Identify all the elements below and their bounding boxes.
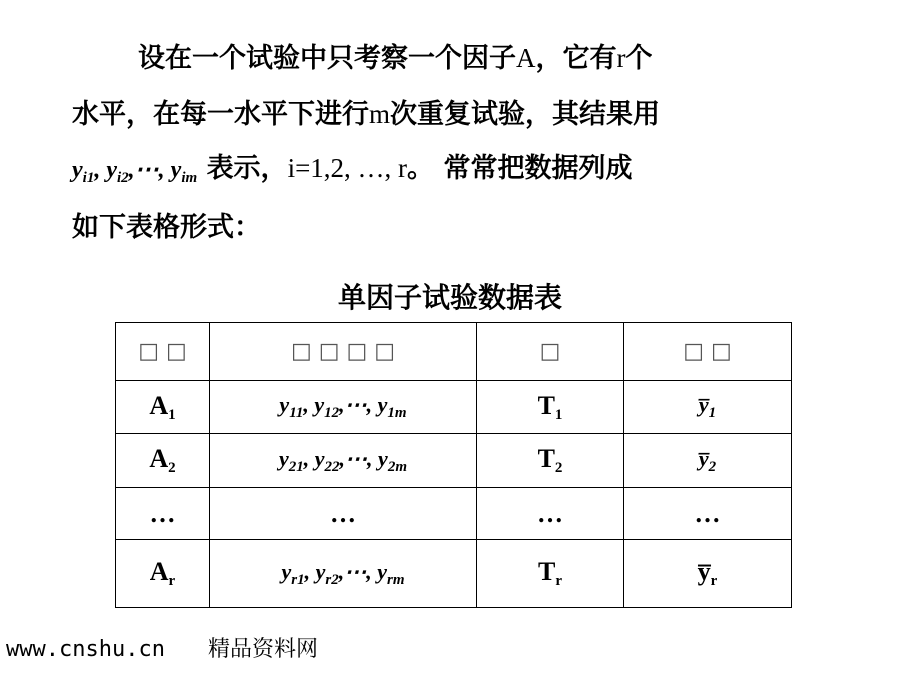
table-row — [116, 434, 792, 488]
line3-text-2: 。 常常把数据列成 — [407, 153, 633, 184]
level-cell: $A_1$ — [116, 381, 210, 434]
table-row — [116, 381, 792, 434]
level-cell: $A_r$ — [116, 540, 210, 608]
paragraph-line-1 — [138, 38, 653, 79]
observation-sequence: $y_{i1}$, $y_{i2},\cdots$, $y_{im}$ — [72, 157, 198, 186]
line1-text-3: 个 — [625, 43, 653, 74]
data-cell: … — [210, 488, 477, 540]
data-table — [115, 322, 792, 608]
line1-text-1: 设在一个试验中只考察一个因子 — [138, 43, 516, 74]
mean-cell: $y̅_2$ — [624, 434, 792, 488]
line2-text-1: 水平，在每一水平下进行 — [72, 99, 369, 130]
line2-text-2: 次重复试验，其结果用 — [390, 99, 661, 130]
data-cell: $y_{21}$, $y_{22},\cdots$, $y_{2m}$ — [210, 434, 477, 488]
factor-name: A — [516, 43, 536, 73]
data-cell: $y_{11}$, $y_{12},\cdots$, $y_{1m}$ — [210, 381, 477, 434]
sum-cell: $T_1$ — [477, 381, 624, 434]
header-cell-sum: □ — [477, 323, 624, 381]
sum-cell: $T_2$ — [477, 434, 624, 488]
mean-cell: $y̅_r$ — [624, 540, 792, 608]
line3-text-1: 表示， — [206, 153, 288, 184]
mean-cell: $y̅_1$ — [624, 381, 792, 434]
header-cell-data: □ □ □ □ — [210, 323, 477, 381]
footer — [6, 632, 318, 663]
level-cell: … — [116, 488, 210, 540]
sum-cell: $T_r$ — [477, 540, 624, 608]
table-title: 单因子试验数据表 — [337, 281, 562, 314]
mean-cell: … — [624, 488, 792, 540]
repeat-count: m — [369, 99, 391, 129]
line1-text-2: ，它有 — [535, 43, 617, 74]
index-range: i=1,2, …, r — [287, 153, 408, 183]
level-cell: $A_2$ — [116, 434, 210, 488]
table-header-row — [116, 323, 792, 381]
level-count: r — [616, 43, 626, 73]
data-cell: $y_{r1}$, $y_{r2},\cdots$, $y_{rm}$ — [210, 540, 477, 608]
header-cell-level: □ □ — [116, 323, 210, 381]
header-cell-mean: □ □ — [624, 323, 792, 381]
sum-cell: … — [477, 488, 624, 540]
table-row — [116, 540, 792, 608]
footer-url[interactable]: www.cnshu.cn — [6, 637, 165, 662]
table-row — [116, 488, 792, 540]
paragraph-line-4: 如下表格形式： — [72, 212, 261, 243]
paragraph-line-2 — [72, 94, 660, 135]
footer-site-name: 精品资料网 — [207, 637, 318, 662]
paragraph-line-3 — [72, 148, 632, 198]
